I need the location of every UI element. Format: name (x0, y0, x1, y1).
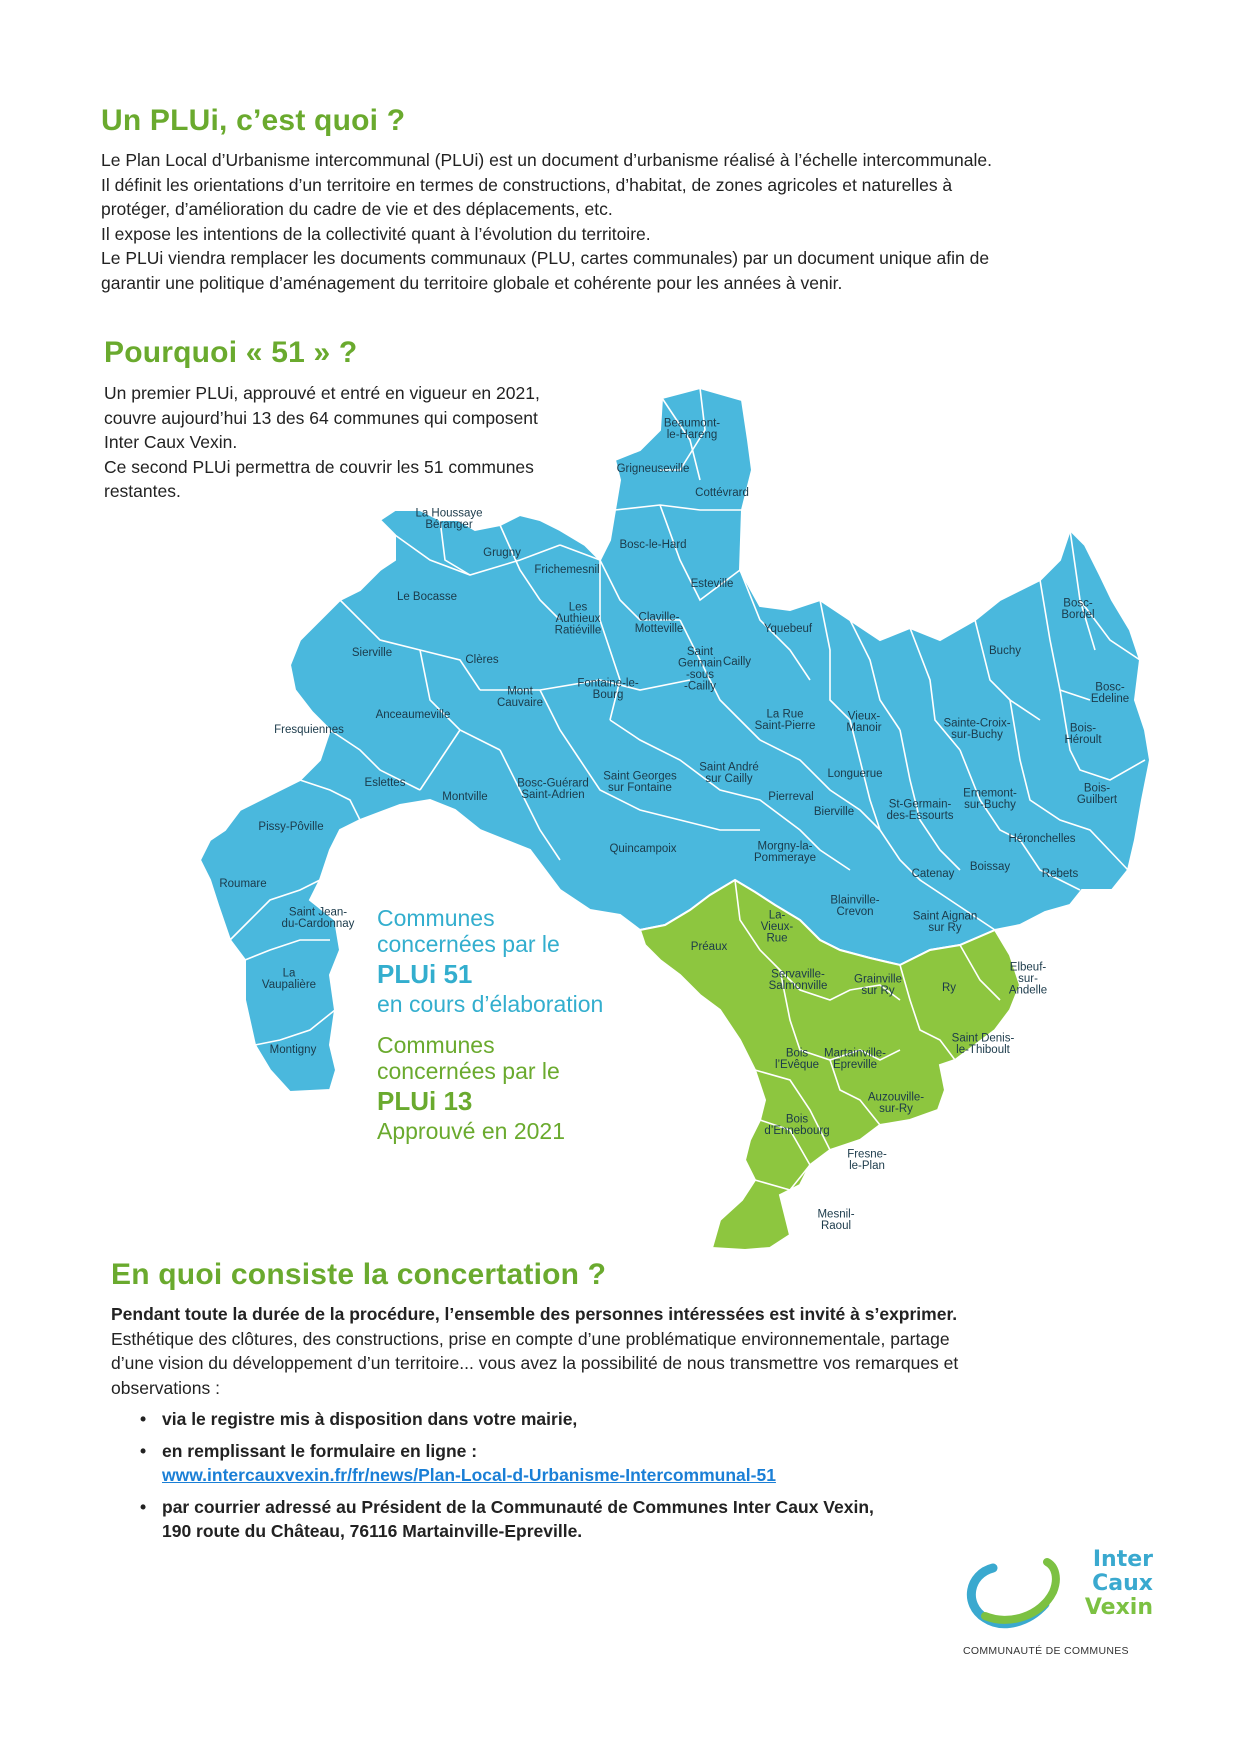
commune-label-bierville: Bierville (813, 806, 855, 818)
intro-line: Il définit les orientations d’un territoire en termes de constructions, d’habitat, de zones agricoles et naturelles à (101, 174, 953, 195)
commune-label-servaville: Servaville-Salmonville (768, 968, 828, 992)
why-line: couvre aujourd’hui 13 des 64 communes qui composent (104, 407, 538, 428)
commune-label-boisheroult: Bois-Héroult (1064, 722, 1102, 746)
heading-concertation: En quoi consiste la concertation ? (111, 1258, 607, 1291)
commune-label-beaumont: Beaumont-le-Hareng (663, 417, 721, 441)
commune-label-stecroix: Sainte-Croix-sur-Buchy (943, 717, 1011, 741)
logo-word-vexin: Vexin (1084, 1595, 1153, 1620)
commune-label-eslettes: Eslettes (364, 777, 406, 789)
commune-label-stgeorges: Saint Georges sur Fontaine (603, 770, 677, 794)
intro-line: protéger, d’amélioration du cadre de vie et des déplacements, etc. (101, 199, 613, 219)
participation-methods-list (140, 1407, 1082, 1551)
logo-subtitle: COMMUNAUTÉ DE COMMUNES (963, 1645, 1129, 1657)
intro-line: Il expose les intentions de la collectivité quant à l’évolution du territoire. (101, 223, 651, 244)
commune-label-quincampoix: Quincampoix (609, 843, 677, 855)
method-mail (140, 1495, 1082, 1543)
commune-label-bocasse: Le Bocasse (396, 591, 458, 603)
legend-plui13-name: PLUi 13 (377, 1086, 473, 1116)
commune-label-martainville: Martainville-Epreville (824, 1047, 886, 1071)
intro-line: Le PLUi viendra remplacer les documents communaux (PLU, cartes communales) par un document unique afin de (101, 248, 990, 268)
commune-label-authieux: Les Authieux Ratiéville (554, 601, 602, 637)
method-online-form (140, 1439, 1082, 1487)
communes-map (160, 380, 1160, 1260)
commune-label-standre: Saint André sur Cailly (699, 761, 759, 785)
logo-word-inter: Inter (1092, 1547, 1153, 1572)
commune-label-anceaumeville: Anceaumeville (375, 709, 451, 721)
commune-label-vaupaliere: La Vaupalière (261, 967, 317, 991)
commune-label-grigneuseville: Grigneuseville (616, 463, 690, 475)
commune-label-vieuxrue: La-Vieux-Rue (760, 909, 794, 945)
commune-label-longuerue: Longuerue (827, 768, 883, 780)
legend-plui51-name: PLUi 51 (377, 959, 473, 989)
commune-label-claville: Claville-Motteville (634, 611, 684, 635)
legend-plui13-line2: concernées par le (377, 1058, 560, 1084)
legend-plui13 (377, 1032, 565, 1144)
logo-swirl-icon (963, 1556, 1073, 1636)
commune-label-vieuxmanoir: Vieux-Manoir (846, 710, 882, 734)
commune-label-boissay: Boissay (969, 861, 1011, 873)
legend-plui51-status: en cours d’élaboration (377, 991, 604, 1017)
commune-label-fresquiennes: Fresquiennes (274, 724, 344, 736)
method-online-text: en remplissant le formulaire en ligne : (162, 1441, 478, 1461)
commune-label-bosclehard: Bosc-le-Hard (619, 539, 687, 551)
commune-label-boisguilbert: Bois-Guilbert (1076, 782, 1118, 806)
legend-plui51-line1: Communes (377, 905, 495, 931)
method-registry (140, 1407, 1082, 1431)
commune-label-staignan: Saint Aignan sur Ry (912, 910, 978, 934)
commune-label-stjean: Saint Jean-du-Cardonnay (281, 906, 355, 930)
commune-label-auzouville: Auzouville-sur-Ry (867, 1091, 925, 1115)
why-line: Inter Caux Vexin. (104, 432, 238, 452)
commune-label-buchy: Buchy (989, 645, 1021, 657)
intro-paragraph (101, 148, 1101, 295)
commune-label-montville: Montville (442, 791, 488, 803)
online-form-link[interactable]: www.intercauxvexin.fr/fr/news/Plan-Local-d-Urbanisme-Intercommunal-51 (162, 1465, 776, 1485)
concertation-line: Esthétique des clôtures, des constructions, prise en compte d’une problématique environnementale, partage (111, 1328, 950, 1349)
commune-label-morgny: Morgny-la-Pommeraye (754, 840, 816, 864)
commune-label-yquebeuf: Yquebeuf (763, 623, 813, 635)
commune-label-houssaye: La Houssaye Béranger (415, 507, 483, 531)
commune-label-stgermainessourts: St-Germain-des-Essourts (886, 798, 954, 822)
commune-label-fresne: Fresne-le-Plan (847, 1148, 887, 1172)
logo-word-caux: Caux (1092, 1571, 1153, 1596)
commune-label-frichemesnil: Frichemesnil (534, 564, 600, 576)
commune-label-esteville: Esteville (690, 578, 734, 590)
commune-label-pissy: Pissy-Pôville (258, 821, 324, 833)
commune-label-blainville: Blainville-Crevon (830, 894, 880, 918)
legend-plui13-status: Approuvé en 2021 (377, 1118, 565, 1144)
commune-label-montigny: Montigny (269, 1044, 317, 1056)
commune-label-ernemont: Ernemont-sur-Buchy (963, 787, 1017, 811)
intro-line: garantir une politique d’aménagement du territoire globale et cohérente pour les années à venir. (101, 272, 843, 293)
commune-label-stdenis: Saint Denis-le-Thiboult (951, 1032, 1015, 1056)
why-line: restantes. (104, 481, 181, 501)
heading-why-51: Pourquoi « 51 » ? (104, 336, 358, 369)
inter-caux-vexin-logo (963, 1548, 1163, 1658)
commune-label-cailly: Cailly (722, 656, 752, 668)
commune-label-cleres: Clères (465, 654, 499, 666)
commune-label-elbeuf: Elbeuf-sur-Andelle (1008, 961, 1048, 997)
commune-label-boscbordel: Bosc-Bordel (1061, 597, 1095, 621)
commune-label-pierreval: Pierreval (768, 791, 814, 803)
legend-plui13-line1: Communes (377, 1032, 495, 1058)
bullet: • (140, 1441, 147, 1461)
commune-label-preaux: Préaux (690, 941, 728, 953)
commune-label-cottevrard: Cottévrard (695, 487, 749, 499)
commune-label-laruestpierre: La Rue Saint-Pierre (754, 708, 816, 732)
commune-label-stgermaincailly: Saint Germain -sous -Cailly (677, 645, 723, 693)
commune-label-boisennebourg: Bois d’Ennebourg (764, 1113, 830, 1137)
commune-label-grainville: Grainville sur Ry (854, 973, 902, 997)
method-registry-text: via le registre mis à disposition dans votre mairie, (162, 1409, 578, 1429)
legend-plui51 (377, 905, 603, 1017)
commune-label-rebets: Rebets (1041, 868, 1079, 880)
commune-label-montcauvaire: Mont Cauvaire (496, 685, 544, 709)
legend-plui51-line2: concernées par le (377, 931, 560, 957)
concertation-paragraph (111, 1302, 1111, 1400)
why-line: Ce second PLUi permettra de couvrir les 51 communes (104, 456, 534, 477)
concertation-line: observations : (111, 1377, 220, 1398)
commune-label-roumare: Roumare (219, 878, 267, 890)
concertation-line: d’une vision du développement d’un territoire... vous avez la possibilité de nous transmettre vos remarques et (111, 1353, 959, 1373)
commune-label-boiseveque: Bois l’Evêque (774, 1047, 820, 1071)
bullet: • (140, 1409, 147, 1429)
why-line: Un premier PLUi, approuvé et entré en vigueur en 2021, (104, 383, 540, 403)
intro-line: Le Plan Local d’Urbanisme intercommunal (PLUi) est un document d’urbanisme réalisé à l’échelle intercommunale. (101, 150, 992, 170)
commune-label-catenay: Catenay (911, 868, 955, 880)
heading-what-is-plui: Un PLUi, c’est quoi ? (101, 104, 406, 137)
commune-label-boscedeline: Bosc-Edeline (1090, 681, 1130, 705)
concertation-intro: Pendant toute la durée de la procédure, l’ensemble des personnes intéressées est invité à s’exprimer. (111, 1304, 958, 1324)
mail-address: 190 route du Château, 76116 Martainville-Epreville. (162, 1521, 583, 1541)
commune-label-sierville: Sierville (351, 647, 393, 659)
method-mail-text: par courrier adressé au Président de la Communauté de Communes Inter Caux Vexin, (162, 1497, 874, 1517)
commune-label-fontaine: Fontaine-le-Bourg (577, 677, 639, 701)
commune-label-ry: Ry (941, 982, 957, 994)
commune-label-grugny: Grugny (483, 547, 521, 559)
bullet: • (140, 1497, 147, 1517)
commune-label-heronchelles: Héronchelles (1008, 833, 1076, 845)
commune-label-mesnil: Mesnil-Raoul (817, 1208, 855, 1232)
commune-label-boscguerard: Bosc-Guérard Saint-Adrien (517, 777, 589, 801)
